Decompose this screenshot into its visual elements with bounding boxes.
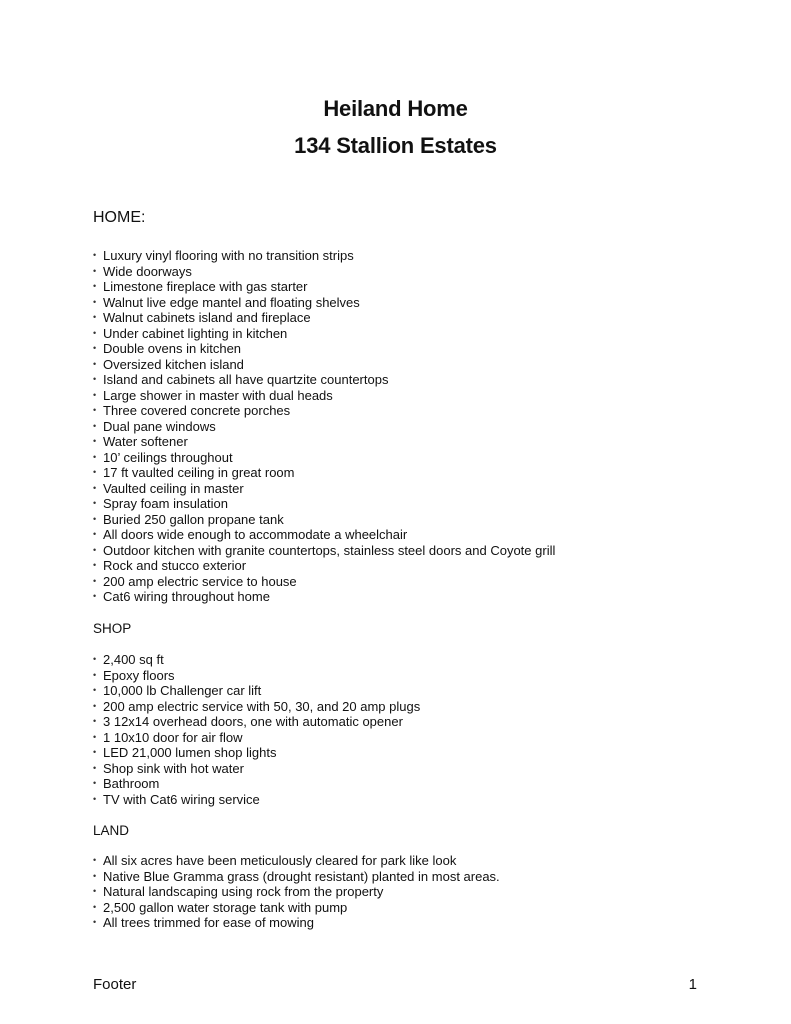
list-item-text: Cat6 wiring throughout home xyxy=(103,589,270,604)
list-item-text: 3 12x14 overhead doors, one with automatic opener xyxy=(103,714,403,729)
bullet-glyph: • xyxy=(93,886,97,896)
list-item xyxy=(93,279,555,295)
list-item xyxy=(93,792,420,808)
list-item xyxy=(93,869,500,885)
bullet-glyph: • xyxy=(93,560,97,570)
bullet-glyph: • xyxy=(93,513,97,524)
bullet-glyph: • xyxy=(93,296,97,307)
list-item xyxy=(93,574,555,590)
list-item xyxy=(93,761,420,777)
list-item-text: Outdoor kitchen with granite countertops, stainless steel doors and Coyote grill xyxy=(103,542,556,558)
footer-text: Footer xyxy=(93,976,137,993)
page-number: 1 xyxy=(688,976,697,993)
list-item xyxy=(93,264,555,280)
list-item-text: Three covered concrete porches xyxy=(103,403,291,418)
list-item xyxy=(93,295,555,311)
list-item xyxy=(93,450,555,466)
list-item-text: Dual pane windows xyxy=(103,418,216,434)
list-item xyxy=(93,699,420,715)
bullet-glyph: • xyxy=(93,374,97,384)
bullet-glyph: • xyxy=(93,343,97,353)
list-item xyxy=(93,745,420,761)
bullet-glyph: • xyxy=(93,281,97,291)
list-item-text: Under cabinet lighting in kitchen xyxy=(103,325,288,341)
list-item xyxy=(93,496,555,512)
bullet-glyph: • xyxy=(93,762,97,773)
bullet-glyph: • xyxy=(93,685,97,695)
list-item xyxy=(93,388,555,404)
list-item-text: Wide doorways xyxy=(103,263,192,279)
bullet-glyph: • xyxy=(93,793,97,804)
list-item xyxy=(93,357,555,373)
list-item xyxy=(93,310,555,326)
bullet-glyph: • xyxy=(93,358,97,369)
list-item-text: 10’ ceilings throughout xyxy=(103,449,233,465)
bullet-glyph: • xyxy=(93,778,97,788)
list-item xyxy=(93,589,555,605)
list-item xyxy=(93,434,555,450)
list-item-text: All six acres have been meticulously cleared for park like look xyxy=(103,853,457,868)
list-item xyxy=(93,652,420,668)
list-item-text: Natural landscaping using rock from the property xyxy=(103,884,384,899)
list-item xyxy=(93,419,555,435)
page-subtitle: 134 Stallion Estates xyxy=(294,133,497,158)
list-item-text: Double ovens in kitchen xyxy=(103,341,242,356)
shop-section-heading: SHOP xyxy=(93,621,132,636)
list-item xyxy=(93,853,500,869)
list-item-text: 10,000 lb Challenger car lift xyxy=(103,683,262,698)
list-item xyxy=(93,714,420,730)
list-item-text: Epoxy floors xyxy=(103,667,175,683)
home-features-list xyxy=(93,248,555,605)
list-item-text: Luxury vinyl flooring with no transition strips xyxy=(103,248,354,263)
list-item-text: Bathroom xyxy=(103,776,160,791)
bullet-glyph: • xyxy=(93,529,97,539)
bullet-glyph: • xyxy=(93,917,97,927)
list-item xyxy=(93,915,500,931)
list-item-text: All doors wide enough to accommodate a wheelchair xyxy=(103,527,408,542)
list-item-text: Buried 250 gallon propane tank xyxy=(103,511,284,527)
list-item xyxy=(93,527,555,543)
list-item xyxy=(93,248,555,264)
list-item xyxy=(93,668,420,684)
list-item-text: Shop sink with hot water xyxy=(103,760,244,776)
bullet-glyph: • xyxy=(93,265,97,276)
bullet-glyph: • xyxy=(93,389,97,400)
list-item xyxy=(93,341,555,357)
bullet-glyph: • xyxy=(93,405,97,415)
list-item-text: Island and cabinets all have quartzite countertops xyxy=(103,372,389,387)
bullet-glyph: • xyxy=(93,654,97,664)
list-item xyxy=(93,730,420,746)
bullet-glyph: • xyxy=(93,312,97,322)
list-item-text: 1 10x10 door for air flow xyxy=(103,729,243,745)
list-item xyxy=(93,543,555,559)
bullet-glyph: • xyxy=(93,436,97,446)
list-item xyxy=(93,776,420,792)
list-item xyxy=(93,900,500,916)
list-item-text: 2,500 gallon water storage tank with pump xyxy=(103,899,348,915)
list-item-text: Native Blue Gramma grass (drought resistant) planted in most areas. xyxy=(103,868,500,884)
list-item-text: Limestone fireplace with gas starter xyxy=(103,279,308,294)
bullet-glyph: • xyxy=(93,467,97,477)
list-item xyxy=(93,326,555,342)
list-item-text: LED 21,000 lumen shop lights xyxy=(103,745,277,760)
bullet-glyph: • xyxy=(93,544,97,555)
bullet-glyph: • xyxy=(93,575,97,586)
bullet-glyph: • xyxy=(93,482,97,493)
list-item-text: All trees trimmed for ease of mowing xyxy=(103,915,314,930)
list-item-text: Spray foam insulation xyxy=(103,496,229,511)
bullet-glyph: • xyxy=(93,451,97,462)
bullet-glyph: • xyxy=(93,901,97,912)
list-item-text: 200 amp electric service to house xyxy=(103,573,297,589)
list-item xyxy=(93,403,555,419)
list-item-text: 200 amp electric service with 50, 30, and 20 amp plugs xyxy=(103,698,421,714)
list-item xyxy=(93,884,500,900)
list-item xyxy=(93,512,555,528)
bullet-glyph: • xyxy=(93,327,97,338)
bullet-glyph: • xyxy=(93,498,97,508)
page-title: Heiland Home xyxy=(323,96,468,121)
shop-features-list xyxy=(93,652,420,807)
list-item xyxy=(93,372,555,388)
list-item xyxy=(93,465,555,481)
list-item xyxy=(93,481,555,497)
list-item-text: 17 ft vaulted ceiling in great room xyxy=(103,465,295,480)
list-item xyxy=(93,683,420,699)
list-item-text: 2,400 sq ft xyxy=(103,652,164,667)
bullet-glyph: • xyxy=(93,420,97,431)
bullet-glyph: • xyxy=(93,669,97,680)
bullet-glyph: • xyxy=(93,591,97,601)
bullet-glyph: • xyxy=(93,731,97,742)
bullet-glyph: • xyxy=(93,747,97,757)
list-item-text: TV with Cat6 wiring service xyxy=(103,791,260,807)
list-item xyxy=(93,558,555,574)
list-item-text: Walnut live edge mantel and floating shelves xyxy=(103,294,360,310)
list-item-text: Rock and stucco exterior xyxy=(103,558,247,573)
bullet-glyph: • xyxy=(93,700,97,711)
list-item-text: Walnut cabinets island and fireplace xyxy=(103,310,311,325)
list-item-text: Oversized kitchen island xyxy=(103,356,244,372)
home-section-heading: HOME: xyxy=(93,209,146,226)
list-item-text: Water softener xyxy=(103,434,188,449)
bullet-glyph: • xyxy=(93,250,97,260)
list-item-text: Vaulted ceiling in master xyxy=(103,480,244,496)
bullet-glyph: • xyxy=(93,855,97,865)
bullet-glyph: • xyxy=(93,870,97,881)
bullet-glyph: • xyxy=(93,716,97,726)
list-item-text: Large shower in master with dual heads xyxy=(103,387,333,403)
land-features-list xyxy=(93,853,500,931)
land-section-heading: LAND xyxy=(93,823,130,838)
